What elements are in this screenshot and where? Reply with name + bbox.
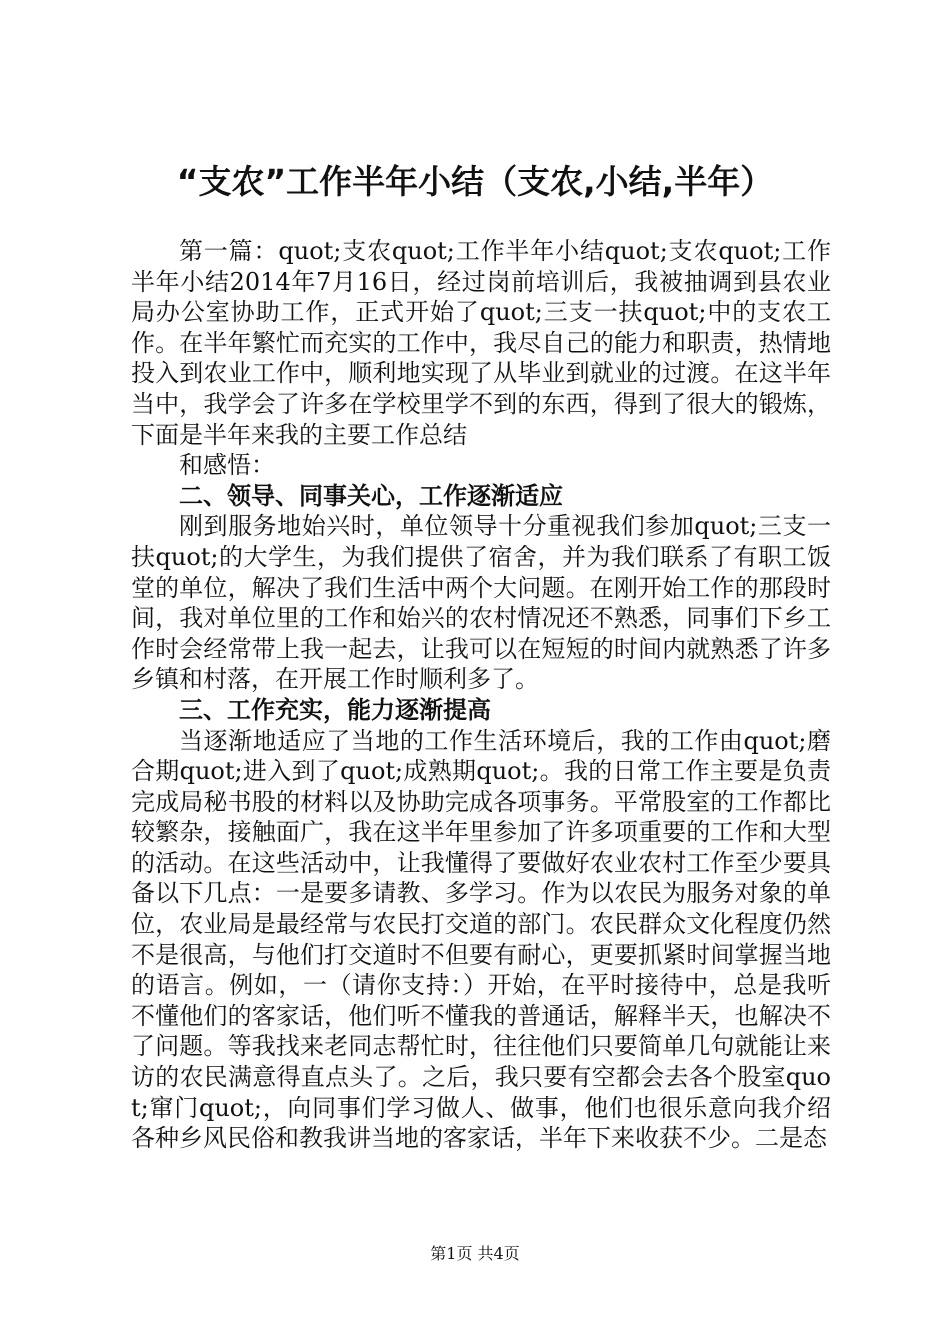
section-2-paragraph: 刚到服务地始兴时，单位领导十分重视我们参加quot;三支一扶quot;的大学生，为我们提供了宿舍，并为我们联系了有职工饭堂的单位，解决了我们生活中两个大问题。在刚开始工作的那段时间，我对单位里的工作和始兴的农村情况还不熟悉，同事们下乡工作时会经常带上我一起去，让我可以在短短的时间内就熟悉了许多乡镇和村落，在开展工作时顺利多了。 xyxy=(131,512,831,694)
intro-paragraph-continued: 和感悟： xyxy=(179,451,275,480)
document-title: “支农”工作半年小结（支农,小结,半年） xyxy=(176,162,774,201)
section-3-paragraph: 当逐渐地适应了当地的工作生活环境后，我的工作由quot;磨合期quot;进入到了quot;成熟期quot;。我的日常工作主要是负责完成局秘书股的材料以及协助完成各项事务。平常股室的工作都比较繁杂，接触面广，我在这半年里参加了许多项重要的工作和大型的活动。在这些活动中，让我懂得了要做好农业农村工作至少要具备以下几点：一是要多请教、多学习。作为以农民为服务对象的单位，农业局是最经常与农民打交道的部门。农民群众文化程度仍然不是很高，与他们打交道时不但要有耐心，更要抓紧时间掌握当地的语言。例如，一（请你支持：）开始，在平时接待中，总是我听不懂他们的客家话，他们听不懂我的普通话，解释半天，也解决不了问题。等我找来老同志帮忙时，往往他们只要简单几句就能让来访的农民满意得直点头了。之后，我只要有空都会去各个股室quot;窜门quot;，向同事们学习做人、做事，他们也很乐意向我介绍各种乡风民俗和教我讲当地的客家话，半年下来收获不少。二是态 xyxy=(131,726,831,1153)
page-footer: 第1页 共4页 xyxy=(430,1244,520,1263)
section-heading-3: 三、工作充实，能力逐渐提高 xyxy=(179,695,491,724)
section-heading-2: 二、领导、同事关心，工作逐渐适应 xyxy=(179,481,563,510)
document-body xyxy=(131,236,831,1154)
intro-paragraph: 第一篇：quot;支农quot;工作半年小结quot;支农quot;工作半年小结2014年7月16日，经过岗前培训后，我被抽调到县农业局办公室协助工作，正式开始了quot;三支一扶quot;中的支农工作。在半年繁忙而充实的工作中，我尽自己的能力和职责，热情地投入到农业工作中，顺利地实现了从毕业到就业的过渡。在这半年当中，我学会了许多在学校里学不到的东西，得到了很大的锻炼，下面是半年来我的主要工作总结 xyxy=(131,237,831,449)
